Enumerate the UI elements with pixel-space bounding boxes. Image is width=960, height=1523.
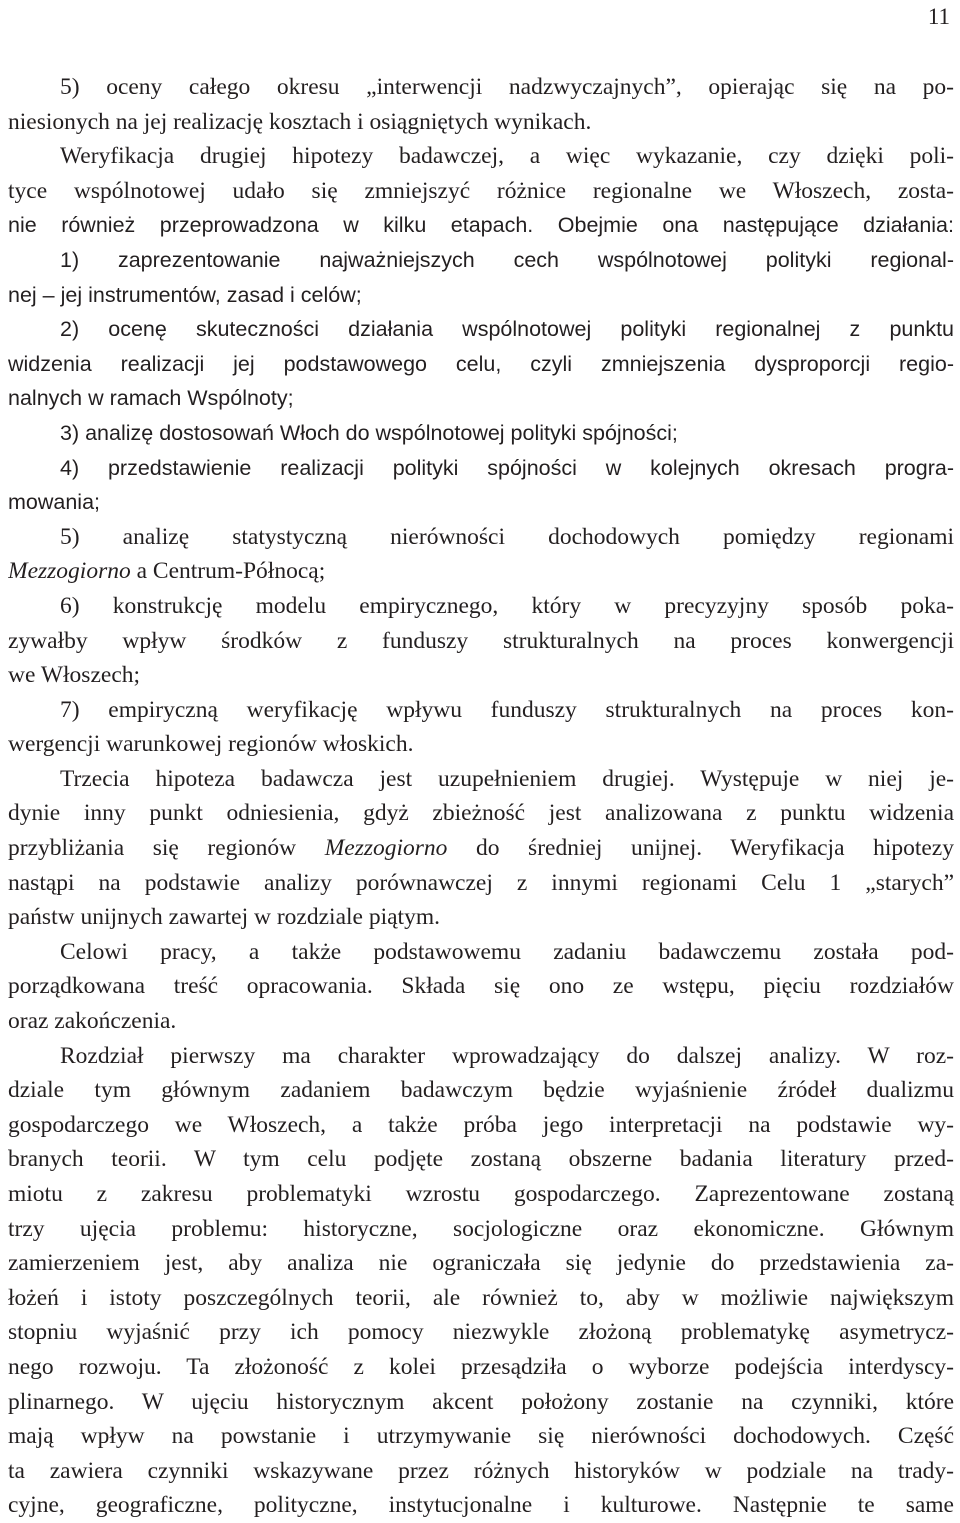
text-line <box>8 1039 954 1074</box>
text-line <box>8 693 954 728</box>
text-run: dziale tym głównym zadaniem badawczym będzie wyjaśnienie źródeł dualizmu <box>8 1077 954 1104</box>
text-line <box>8 347 954 382</box>
text-line <box>8 174 954 209</box>
text-run: branych teorii. W tym celu podjęte zostaną obszerne badania literatury przed- <box>8 1146 954 1173</box>
text-run: nej – jej instrumentów, zasad i celów; <box>8 282 362 307</box>
text-line <box>8 658 954 693</box>
text-line <box>8 70 954 105</box>
text-line <box>8 416 954 451</box>
text-run: Obejmie ona następujące działania: <box>557 213 954 238</box>
italic-term: Mezzogiorno <box>8 558 131 585</box>
text-line <box>8 554 954 589</box>
page-number: 11 <box>927 4 950 29</box>
text-run: do średniej unijnej. Weryfikacja hipotezy <box>447 835 954 862</box>
text-run: 5) analizę statystyczną nierówności dochodowych pomiędzy regionami <box>60 523 954 550</box>
text-line <box>8 208 954 243</box>
text-line <box>8 485 954 520</box>
text-run: wergencji warunkowej regionów włoskich. <box>8 731 414 758</box>
text-run: Trzecia hipoteza badawcza jest uzupełnieniem drugiej. Występuje w niej je- <box>60 765 954 792</box>
text-run: 2) ocenę skuteczności działania wspólnotowej polityki regionalnej z punktu <box>60 317 954 342</box>
text-line <box>8 105 954 140</box>
text-run: zamierzeniem jest, aby analiza nie ograniczała się jedynie do przedstawienia za- <box>8 1250 954 1277</box>
text-run: 4) przedstawienie realizacji polityki spójności w kolejnych okresach progra- <box>60 455 954 480</box>
text-line <box>8 935 954 970</box>
text-run: nalnych w ramach Wspólnoty; <box>8 386 294 411</box>
text-run: 7) empiryczną weryfikację wpływu funduszy strukturalnych na proces kon- <box>60 696 954 723</box>
text-line <box>8 866 954 901</box>
text-line <box>8 727 954 762</box>
text-line <box>8 1142 954 1177</box>
text-line <box>8 762 954 797</box>
text-line <box>8 900 954 935</box>
text-line <box>8 624 954 659</box>
text-run: mają wpływ na powstanie i utrzymywanie się nierówności dochodowych. Część <box>8 1423 954 1450</box>
text-line <box>8 451 954 486</box>
text-run: mowania; <box>8 490 101 515</box>
text-run: dynie inny punkt odniesienia, gdyż zbieżność jest analizowana z punktu widzenia <box>8 800 954 827</box>
text-run: państw unijnych zawartej w rozdziale piątym. <box>8 904 440 931</box>
text-run: we Włoszech; <box>8 662 141 689</box>
italic-term: Mezzogiorno <box>324 835 448 862</box>
text-line <box>8 1004 954 1039</box>
text-line <box>8 796 954 831</box>
text-line <box>8 278 954 313</box>
text-run: oraz zakończenia. <box>8 1008 177 1035</box>
text-run: Celowi pracy, a także podstawowemu zadaniu badawczemu została pod- <box>60 938 954 965</box>
text-run: zywałby wpływ środków z funduszy strukturalnych na proces konwergencji <box>8 627 954 654</box>
text-run: Rozdział pierwszy ma charakter wprowadzający do dalszej analizy. W roz- <box>60 1042 954 1069</box>
text-line <box>8 1281 954 1316</box>
text-run: widzenia realizacji jej podstawowego celu, czyli zmniejszenia dysproporcji regio- <box>8 351 954 376</box>
text-line <box>8 1350 954 1385</box>
text-line <box>8 1385 954 1420</box>
text-run: a Centrum-Północą; <box>130 558 326 585</box>
text-run: porządkowana treść opracowania. Składa się ono ze wstępu, pięciu rozdziałów <box>8 973 954 1000</box>
text-line <box>8 589 954 624</box>
text-run: przybliżania się regionów <box>8 835 325 862</box>
text-line <box>8 139 954 174</box>
text-run: 6) konstrukcję modelu empirycznego, który w precyzyjny sposób poka- <box>60 592 954 619</box>
text-line <box>8 1246 954 1281</box>
text-run: ta zawiera czynniki wskazywane przez różnych historyków w podziale na trady- <box>8 1457 954 1484</box>
text-run: tyce wspólnotowej udało się zmniejszyć różnice regionalne we Włoszech, zosta- <box>8 177 954 204</box>
text-line <box>8 1073 954 1108</box>
text-line <box>8 969 954 1004</box>
body-text <box>8 70 954 1523</box>
text-line <box>8 1419 954 1454</box>
text-line <box>8 1454 954 1489</box>
text-run: nastąpi na podstawie analizy porównawczej z innymi regionami Celu 1 „starych” <box>8 869 954 896</box>
text-line <box>8 1108 954 1143</box>
text-line <box>8 520 954 555</box>
text-run: 3) analizę dostosowań Włoch do wspólnotowej polityki spójności; <box>60 420 678 445</box>
text-line <box>8 831 954 866</box>
text-run: 1) zaprezentowanie najważniejszych cech wspólnotowej polityki regional- <box>60 247 954 272</box>
text-run: trzy ujęcia problemu: historyczne, socjologiczne oraz ekonomiczne. Głównym <box>8 1215 954 1242</box>
text-line <box>8 381 954 416</box>
text-run: Weryfikacja drugiej hipotezy badawczej, a więc wykazanie, czy dzięki poli- <box>60 143 954 170</box>
text-line <box>8 1315 954 1350</box>
text-run: stopniu wyjaśnić przy ich pomocy niezwykle złożoną problematykę asymetrycz- <box>8 1319 954 1346</box>
text-run: cyjne, geograficzne, polityczne, instytucjonalne i kulturowe. Następnie te same <box>8 1492 954 1519</box>
text-run: nego rozwoju. Ta złożoność z kolei przesądziła o wyborze podejścia interdyscy- <box>8 1353 954 1380</box>
text-run: niesionych na jej realizację kosztach i osiągniętych wynikach. <box>8 108 592 135</box>
text-run: nie również przeprowadzona w kilku etapach. <box>8 213 558 238</box>
text-line <box>8 1177 954 1212</box>
text-run: plinarnego. W ujęciu historycznym akcent położony zostanie na czynniki, które <box>8 1388 954 1415</box>
text-line <box>8 243 954 278</box>
text-run: łożeń i istoty poszczególnych teorii, ale również to, aby w możliwie największym <box>8 1284 954 1311</box>
text-run: gospodarczego we Włoszech, a także próba jego interpretacji na podstawie wy- <box>8 1111 954 1138</box>
text-line <box>8 1212 954 1247</box>
text-run: 5) oceny całego okresu „interwencji nadzwyczajnych”, opierając się na po- <box>60 74 954 100</box>
text-line <box>8 1488 954 1523</box>
text-line <box>8 312 954 347</box>
text-run: miotu z zakresu problematyki wzrostu gospodarczego. Zaprezentowane zostaną <box>8 1181 954 1207</box>
